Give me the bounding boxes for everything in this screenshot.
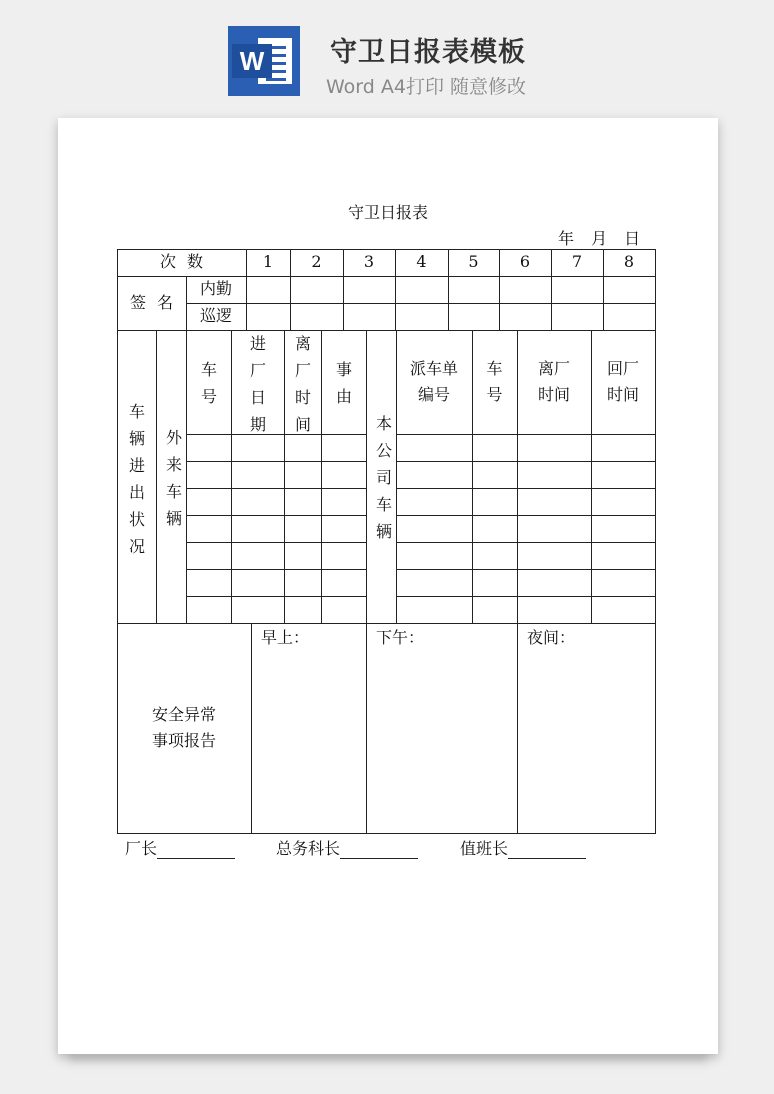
count-5: 5: [468, 252, 479, 271]
vehicle-status-label: 车 辆 进 出 状 况: [128, 402, 145, 556]
co-header-dispatch-no: 派车单 编号: [409, 359, 458, 404]
company-vehicles-label: 本 公 司 车 辆: [375, 414, 392, 541]
factory-head-signature: 厂长: [125, 836, 235, 859]
count-4: 4: [416, 252, 427, 271]
count-3: 3: [363, 252, 375, 271]
page-title: 守卫日报表模板: [330, 37, 526, 68]
count-2: 2: [311, 252, 322, 271]
safety-label-1: 安全异常: [151, 705, 216, 724]
morning-label: 早上：: [261, 628, 310, 647]
ext-header-leave-time: 离 厂 时 间: [294, 334, 311, 434]
co-header-return-time: 回厂 时间: [606, 359, 639, 404]
ext-header-entry-date: 进 厂 日 期: [249, 334, 266, 434]
count-6: 6: [519, 252, 531, 271]
external-vehicles-label: 外 来 车 辆: [165, 428, 182, 528]
document-page: [58, 118, 718, 1054]
sign-row-patrol: 巡逻: [199, 306, 232, 325]
page-header: [0, 0, 774, 110]
duty-head-signature: 值班长: [460, 836, 586, 859]
date-line: 年 月 日: [558, 229, 641, 248]
ext-header-plate: 车 号: [200, 360, 217, 406]
count-label: 次 数: [159, 252, 204, 271]
co-header-plate: 车 号: [486, 359, 503, 404]
safety-label-2: 事项报告: [151, 731, 216, 750]
count-8: 8: [623, 252, 635, 271]
count-7: 7: [571, 252, 583, 271]
document-title: 守卫日报表: [347, 203, 428, 222]
page-subtitle: Word A4打印 随意修改: [326, 76, 527, 98]
ext-header-reason: 事 由: [335, 360, 352, 406]
general-head-signature: 总务科长: [276, 836, 418, 859]
sign-row-office: 内勤: [199, 279, 232, 298]
sign-label: 签 名: [129, 293, 174, 312]
co-header-leave-time: 离厂 时间: [537, 359, 570, 404]
word-icon: W: [228, 26, 300, 96]
afternoon-label: 下午：: [376, 628, 425, 647]
night-label: 夜间：: [527, 628, 576, 647]
count-1: 1: [262, 252, 274, 271]
